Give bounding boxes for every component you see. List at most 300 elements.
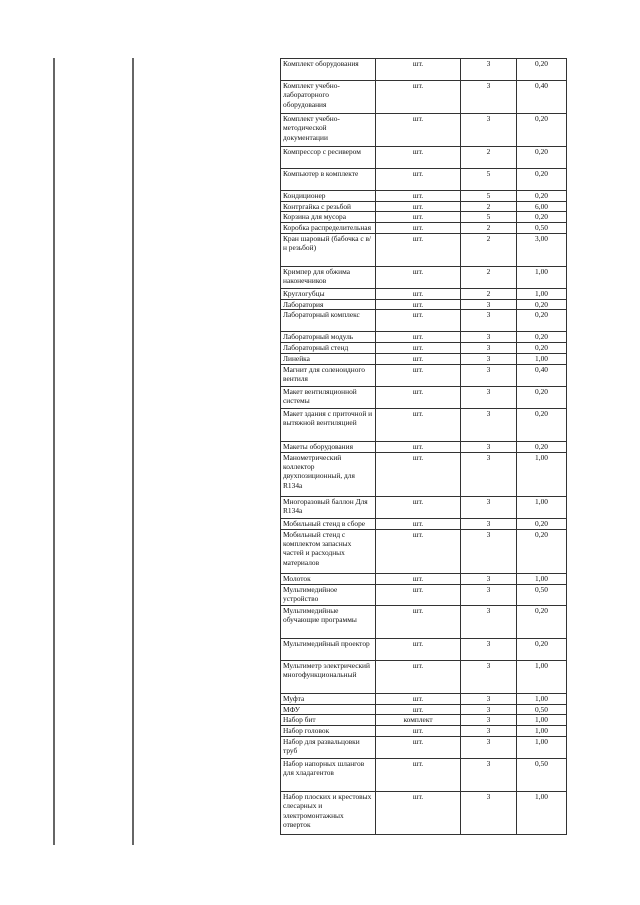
quantity-text: 2: [486, 202, 491, 211]
quantity-text: 5: [486, 169, 491, 178]
table-row: [281, 364, 567, 386]
table-row: [281, 441, 567, 452]
table-row: [281, 212, 567, 223]
value-cell: [517, 59, 567, 81]
unit-cell: [376, 529, 461, 573]
quantity-cell: [461, 343, 517, 354]
quantity-text: 3: [486, 605, 491, 615]
table-row: [281, 518, 567, 529]
item-name-cell: [281, 288, 376, 299]
unit-cell: [376, 408, 461, 441]
value-text: 0,20: [535, 191, 548, 200]
quantity-text: 3: [486, 299, 491, 309]
unit-cell: [376, 288, 461, 299]
table-row: [281, 726, 567, 737]
quantity-text: 3: [486, 715, 491, 725]
unit-text: шт.: [412, 332, 424, 342]
item-name-text: Мультимедийный проектор: [283, 638, 370, 648]
unit-cell: [376, 715, 461, 726]
quantity-text: 3: [486, 638, 491, 648]
item-name-text: Лабораторный стенд: [283, 343, 349, 353]
unit-text: шт.: [412, 704, 424, 714]
value-cell: [517, 759, 567, 792]
quantity-cell: [461, 202, 517, 212]
quantity-cell: [461, 496, 517, 518]
value-text: 0,50: [535, 704, 548, 714]
quantity-cell: [461, 737, 517, 759]
item-name-text: МФУ: [283, 704, 300, 714]
unit-cell: [376, 81, 461, 114]
value-cell: [517, 452, 567, 496]
quantity-cell: [461, 660, 517, 693]
table-row: [281, 223, 567, 233]
quantity-cell: [461, 715, 517, 726]
quantity-text: 3: [486, 354, 491, 364]
unit-text: шт.: [412, 288, 424, 298]
table-row: [281, 386, 567, 408]
item-name-text: Макеты оборудования: [283, 441, 353, 451]
value-text: 1,00: [535, 452, 548, 462]
item-name-cell: [281, 605, 376, 638]
value-text: 0,20: [535, 343, 548, 353]
quantity-cell: [461, 364, 517, 386]
table-row: [281, 169, 567, 191]
item-name-cell: [281, 364, 376, 386]
quantity-text: 3: [486, 332, 491, 342]
value-text: 0,20: [535, 408, 548, 418]
value-cell: [517, 529, 567, 573]
unit-text: шт.: [412, 114, 424, 123]
item-name-cell: [281, 759, 376, 792]
unit-text: шт.: [412, 343, 424, 353]
quantity-cell: [461, 386, 517, 408]
item-name-text: Муфта: [283, 693, 305, 703]
item-name-text: Набор головок: [283, 726, 330, 736]
item-name-text: Многоразовый баллон Для R134a: [283, 496, 368, 516]
value-cell: [517, 223, 567, 233]
quantity-text: 3: [486, 726, 491, 736]
unit-cell: [376, 759, 461, 792]
unit-text: шт.: [412, 573, 424, 583]
item-name-cell: [281, 233, 376, 266]
value-cell: [517, 202, 567, 212]
item-name-text: Кондиционер: [283, 191, 326, 200]
table-row: [281, 343, 567, 354]
quantity-text: 3: [486, 114, 491, 123]
value-cell: [517, 441, 567, 452]
table-row: [281, 605, 567, 638]
unit-text: шт.: [412, 310, 424, 320]
outer-table-rule-middle-inner: [133, 58, 134, 845]
value-text: 0,40: [535, 81, 548, 90]
table-row: [281, 266, 567, 288]
item-name-text: Компьютер в комплекте: [283, 169, 359, 178]
value-cell: [517, 408, 567, 441]
item-name-cell: [281, 441, 376, 452]
quantity-cell: [461, 759, 517, 792]
quantity-text: 3: [486, 452, 491, 462]
item-name-cell: [281, 81, 376, 114]
value-text: 1,00: [535, 573, 548, 583]
unit-text: шт.: [412, 299, 424, 309]
item-name-cell: [281, 715, 376, 726]
unit-cell: [376, 386, 461, 408]
table-row: [281, 202, 567, 212]
item-name-text: Лабораторный модуль: [283, 332, 354, 342]
item-name-text: Молоток: [283, 573, 311, 583]
value-cell: [517, 147, 567, 169]
unit-cell: [376, 310, 461, 332]
quantity-cell: [461, 266, 517, 288]
quantity-cell: [461, 518, 517, 529]
item-name-cell: [281, 660, 376, 693]
value-text: 0,20: [535, 212, 548, 222]
quantity-cell: [461, 332, 517, 343]
item-name-cell: [281, 202, 376, 212]
unit-text: шт.: [412, 354, 424, 364]
quantity-text: 3: [486, 737, 491, 747]
item-name-text: Комплект учебно-методической документации: [283, 114, 340, 142]
unit-text: шт.: [412, 59, 424, 68]
unit-text: шт.: [412, 518, 424, 528]
quantity-cell: [461, 147, 517, 169]
item-name-cell: [281, 191, 376, 202]
item-name-cell: [281, 114, 376, 147]
unit-text: шт.: [412, 605, 424, 615]
unit-text: шт.: [412, 408, 424, 418]
unit-cell: [376, 202, 461, 212]
item-name-cell: [281, 584, 376, 605]
value-cell: [517, 169, 567, 191]
value-text: 0,40: [535, 364, 548, 374]
value-text: 0,20: [535, 529, 548, 539]
table-row: [281, 114, 567, 147]
quantity-text: 3: [486, 759, 491, 769]
item-name-text: Манометрический коллектор двухпозиционный, для R134a: [283, 452, 355, 490]
value-cell: [517, 114, 567, 147]
item-name-text: Линейка: [283, 354, 310, 364]
quantity-cell: [461, 233, 517, 266]
value-cell: [517, 792, 567, 835]
quantity-text: 3: [486, 704, 491, 714]
value-cell: [517, 715, 567, 726]
value-text: 0,20: [535, 310, 548, 320]
unit-text: шт.: [412, 266, 424, 276]
item-name-cell: [281, 147, 376, 169]
unit-text: шт.: [412, 223, 424, 233]
equipment-table: [280, 58, 567, 835]
quantity-text: 5: [486, 191, 491, 200]
item-name-cell: [281, 408, 376, 441]
quantity-text: 3: [486, 529, 491, 539]
quantity-text: 3: [486, 441, 491, 451]
item-name-cell: [281, 212, 376, 223]
value-text: 1,00: [535, 354, 548, 364]
quantity-text: 3: [486, 792, 491, 802]
table-row: [281, 81, 567, 114]
quantity-text: 3: [486, 496, 491, 506]
item-name-cell: [281, 310, 376, 332]
item-name-text: Корзина для мусора: [283, 212, 347, 222]
unit-cell: [376, 518, 461, 529]
unit-cell: [376, 638, 461, 660]
value-cell: [517, 693, 567, 704]
item-name-text: Мультимедийное устройство: [283, 584, 338, 604]
value-text: 0,20: [535, 518, 548, 528]
quantity-text: 3: [486, 518, 491, 528]
quantity-cell: [461, 212, 517, 223]
value-cell: [517, 364, 567, 386]
table-row: [281, 299, 567, 309]
unit-cell: [376, 212, 461, 223]
unit-text: шт.: [412, 169, 424, 178]
unit-text: шт.: [412, 660, 424, 670]
item-name-cell: [281, 299, 376, 309]
table-row: [281, 452, 567, 496]
value-text: 1,00: [535, 726, 548, 736]
item-name-text: Набор плоских и крестовых слесарных и электромонтажных отверток: [283, 792, 372, 830]
item-name-text: Мультимедийные обучающие программы: [283, 605, 357, 625]
item-name-cell: [281, 792, 376, 835]
item-name-text: Магнит для соленоидного вентиля: [283, 364, 365, 384]
item-name-text: Макет вентиляционной системы: [283, 386, 357, 406]
value-text: 6,00: [535, 202, 548, 211]
quantity-text: 2: [486, 266, 491, 276]
item-name-cell: [281, 343, 376, 354]
item-name-cell: [281, 704, 376, 714]
quantity-cell: [461, 408, 517, 441]
quantity-cell: [461, 792, 517, 835]
table-row: [281, 660, 567, 693]
value-cell: [517, 573, 567, 584]
unit-cell: [376, 660, 461, 693]
item-name-text: Мультиметр электрический многофункциональный: [283, 660, 370, 680]
value-text: 0,20: [535, 114, 548, 123]
item-name-text: Набор напорных шлангов для хладагентов: [283, 759, 365, 778]
item-name-cell: [281, 386, 376, 408]
value-cell: [517, 288, 567, 299]
unit-cell: [376, 496, 461, 518]
unit-text: шт.: [412, 638, 424, 648]
table-row: [281, 59, 567, 81]
quantity-cell: [461, 354, 517, 364]
unit-text: шт.: [412, 441, 424, 451]
value-text: 0,20: [535, 441, 548, 451]
unit-cell: [376, 299, 461, 309]
quantity-text: 3: [486, 310, 491, 320]
unit-text: шт.: [412, 191, 424, 200]
quantity-cell: [461, 638, 517, 660]
unit-cell: [376, 354, 461, 364]
table-row: [281, 496, 567, 518]
value-text: 0,20: [535, 169, 548, 178]
quantity-text: 3: [486, 343, 491, 353]
value-cell: [517, 266, 567, 288]
quantity-cell: [461, 59, 517, 81]
unit-text: шт.: [412, 737, 424, 747]
value-text: 1,00: [535, 792, 548, 802]
value-cell: [517, 584, 567, 605]
table-row: [281, 354, 567, 364]
item-name-cell: [281, 529, 376, 573]
unit-cell: [376, 191, 461, 202]
item-name-text: Комплект оборудования: [283, 59, 359, 68]
quantity-cell: [461, 310, 517, 332]
item-name-text: Набор бит: [283, 715, 316, 725]
unit-cell: [376, 332, 461, 343]
value-cell: [517, 332, 567, 343]
value-cell: [517, 212, 567, 223]
unit-cell: [376, 704, 461, 714]
table-row: [281, 573, 567, 584]
value-text: 1,00: [535, 288, 548, 298]
quantity-cell: [461, 693, 517, 704]
item-name-text: Лабораторный комплекс: [283, 310, 360, 320]
unit-text: шт.: [412, 147, 424, 156]
table-row: [281, 147, 567, 169]
quantity-cell: [461, 726, 517, 737]
value-cell: [517, 704, 567, 714]
unit-cell: [376, 59, 461, 81]
value-cell: [517, 310, 567, 332]
value-text: 0,50: [535, 584, 548, 594]
value-cell: [517, 354, 567, 364]
table-row: [281, 792, 567, 835]
table-row: [281, 737, 567, 759]
quantity-text: 3: [486, 693, 491, 703]
table-row: [281, 310, 567, 332]
value-cell: [517, 343, 567, 354]
value-text: 1,00: [535, 266, 548, 276]
value-text: 1,00: [535, 715, 548, 725]
unit-text: шт.: [412, 386, 424, 396]
item-name-cell: [281, 693, 376, 704]
value-cell: [517, 191, 567, 202]
unit-cell: [376, 573, 461, 584]
quantity-text: 2: [486, 288, 491, 298]
value-text: 0,50: [535, 223, 548, 233]
unit-cell: [376, 114, 461, 147]
item-name-cell: [281, 737, 376, 759]
quantity-cell: [461, 288, 517, 299]
unit-text: шт.: [412, 81, 424, 90]
table-row: [281, 332, 567, 343]
value-text: 0,20: [535, 605, 548, 615]
item-name-text: Лаборатория: [283, 299, 324, 309]
quantity-cell: [461, 573, 517, 584]
value-cell: [517, 605, 567, 638]
quantity-cell: [461, 605, 517, 638]
unit-cell: [376, 605, 461, 638]
unit-cell: [376, 223, 461, 233]
item-name-text: Коробка распределительная: [283, 223, 371, 233]
value-cell: [517, 518, 567, 529]
quantity-text: 2: [486, 223, 491, 233]
value-text: 1,00: [535, 496, 548, 506]
table-row: [281, 693, 567, 704]
table-row: [281, 584, 567, 605]
table-row: [281, 529, 567, 573]
value-text: 1,00: [535, 693, 548, 703]
unit-cell: [376, 364, 461, 386]
table-row: [281, 288, 567, 299]
unit-text: шт.: [412, 759, 424, 769]
unit-cell: [376, 693, 461, 704]
value-text: 0,50: [535, 759, 548, 769]
unit-text: шт.: [412, 792, 424, 802]
table-row: [281, 715, 567, 726]
quantity-cell: [461, 529, 517, 573]
unit-cell: [376, 737, 461, 759]
unit-text: шт.: [412, 212, 424, 222]
value-text: 0,20: [535, 59, 548, 68]
item-name-text: Контргайка с резьбой: [283, 202, 351, 211]
item-name-text: Компрессор с ресивером: [283, 147, 361, 156]
item-name-cell: [281, 223, 376, 233]
item-name-text: Макет здания с приточной и вытяжной вентиляцией: [283, 408, 373, 428]
unit-text: шт.: [412, 364, 424, 374]
unit-text: шт.: [412, 202, 424, 211]
value-cell: [517, 660, 567, 693]
unit-text: комплект: [403, 715, 433, 725]
table-row: [281, 233, 567, 266]
item-name-cell: [281, 332, 376, 343]
item-name-cell: [281, 59, 376, 81]
quantity-text: 3: [486, 364, 491, 374]
unit-cell: [376, 584, 461, 605]
value-text: 0,20: [535, 332, 548, 342]
value-cell: [517, 299, 567, 309]
item-name-text: Кримпер для обжима наконечников: [283, 266, 350, 286]
item-name-text: Мобильный стенд с комплектом запасных частей и расходных материалов: [283, 529, 352, 567]
quantity-text: 5: [486, 212, 491, 222]
value-text: 1,00: [535, 737, 548, 747]
item-name-text: Мобильный стенд в сборе: [283, 518, 366, 528]
item-name-cell: [281, 452, 376, 496]
table-row: [281, 408, 567, 441]
quantity-text: 3: [486, 59, 491, 68]
table-row: [281, 638, 567, 660]
quantity-text: 3: [486, 584, 491, 594]
item-name-cell: [281, 518, 376, 529]
quantity-text: 3: [486, 573, 491, 583]
item-name-cell: [281, 726, 376, 737]
value-text: 0,20: [535, 147, 548, 156]
value-text: 0,20: [535, 299, 548, 309]
quantity-cell: [461, 584, 517, 605]
unit-text: шт.: [412, 726, 424, 736]
value-cell: [517, 496, 567, 518]
value-cell: [517, 726, 567, 737]
quantity-cell: [461, 169, 517, 191]
value-text: 0,20: [535, 386, 548, 396]
value-cell: [517, 81, 567, 114]
item-name-text: Набор для развальцовки труб: [283, 737, 360, 756]
table-row: [281, 191, 567, 202]
unit-cell: [376, 726, 461, 737]
unit-cell: [376, 147, 461, 169]
outer-table-rule-left-inner: [54, 58, 55, 845]
unit-text: шт.: [412, 529, 424, 539]
unit-text: шт.: [412, 233, 424, 243]
quantity-cell: [461, 223, 517, 233]
quantity-text: 2: [486, 233, 491, 243]
item-name-cell: [281, 354, 376, 364]
quantity-cell: [461, 114, 517, 147]
unit-cell: [376, 343, 461, 354]
item-name-cell: [281, 638, 376, 660]
item-name-cell: [281, 496, 376, 518]
